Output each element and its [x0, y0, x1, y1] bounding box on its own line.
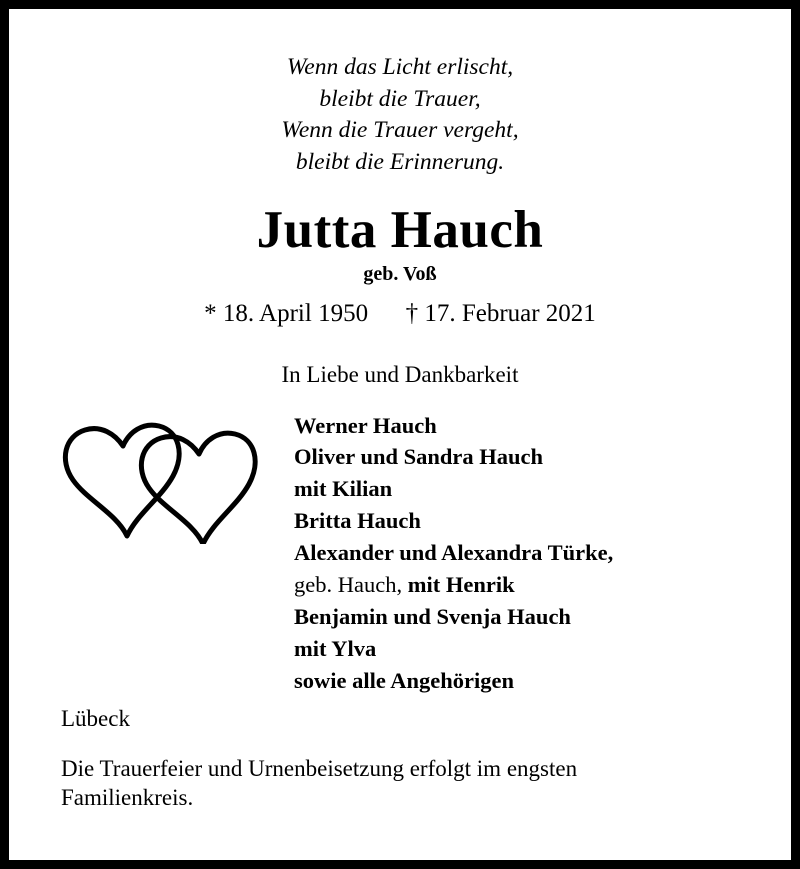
- family-section: [49, 410, 751, 700]
- closing-note: Die Trauerfeier und Urnenbeisetzung erfolgt im engsten Familienkreis.: [61, 755, 578, 811]
- family-line: Oliver und Sandra Hauch: [294, 444, 544, 470]
- family-list: [294, 410, 751, 697]
- family-line-regular: geb. Hauch,: [294, 572, 408, 598]
- dedication-text: In Liebe und Dankbarkeit: [281, 361, 519, 387]
- poem-line-1: Wenn das Licht erlischt,: [286, 54, 514, 80]
- poem-line-3: Wenn die Trauer vergeht,: [281, 117, 519, 144]
- maiden-name: geb. Voß: [363, 262, 437, 285]
- family-line: [294, 569, 751, 601]
- family-line-bold: mit Henrik: [407, 572, 515, 598]
- poem: [49, 52, 751, 179]
- place-name: Lübeck: [61, 705, 130, 731]
- family-line: sowie alle Angehörigen: [294, 668, 514, 694]
- family-line: Werner Hauch: [294, 412, 437, 438]
- family-line: Britta Hauch: [294, 508, 421, 534]
- family-line: mit Kilian: [294, 476, 393, 502]
- poem-line-2: bleibt die Trauer,: [319, 85, 481, 112]
- deceased-name: Jutta Hauch: [256, 200, 544, 259]
- family-line: mit Ylva: [294, 636, 377, 662]
- double-hearts-icon: [57, 414, 267, 544]
- poem-line-4: bleibt die Erinnerung.: [295, 149, 505, 176]
- family-line: Benjamin und Svenja Hauch: [294, 604, 571, 630]
- family-line: Alexander und Alexandra Türke,: [294, 540, 614, 566]
- life-dates: * 18. April 1950 † 17. Februar 2021: [204, 299, 596, 327]
